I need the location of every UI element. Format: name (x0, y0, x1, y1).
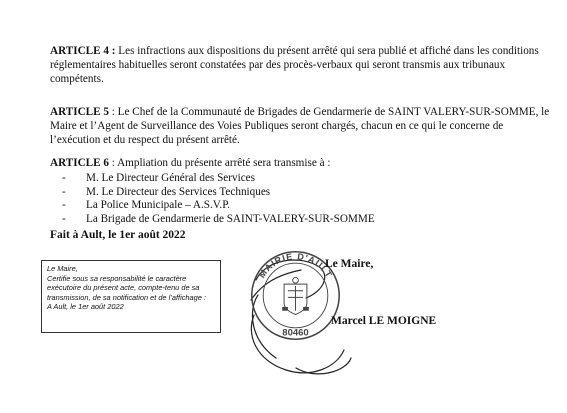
article-6 (50, 156, 550, 170)
article-4-text: Les infractions aux dispositions du présent arrêté qui sera publié et affiché dans les conditions réglementaires habituelles seront constatées par des procès-verbaux qui seront transmis aux tribunaux compétents. (50, 45, 539, 85)
certification-title: Le Maire, (47, 264, 78, 273)
signatory-name: Marcel LE MOIGNE (331, 315, 437, 327)
article-4-heading: ARTICLE 4 : (50, 45, 116, 57)
certification-box (41, 260, 221, 333)
list-item: - M. Le Directeur des Services Techniques (62, 185, 271, 198)
svg-text:MAIRIE D'AULT (257, 251, 335, 279)
list-item: - La Brigade de Gendarmerie de SAINT-VALERY-SUR-SOMME (62, 212, 375, 225)
article-5-heading: ARTICLE 5 (50, 106, 109, 118)
article-6-heading: ARTICLE 6 (50, 157, 109, 169)
list-item: - M. Le Directeur Général des Services (62, 172, 255, 184)
article-5 (50, 105, 550, 147)
article-6-text: : Ampliation du présente arrêté sera transmise à : (111, 157, 331, 169)
recipient-list (62, 172, 522, 226)
signatory-title: Le Maire, (325, 258, 374, 270)
signed-at: Fait à Ault, le 1er août 2022 (50, 229, 186, 241)
article-4 (50, 44, 550, 86)
list-item: - La Police Municipale – A.S.V.P. (62, 199, 230, 212)
stamp-postcode: 80460 (282, 327, 309, 339)
stamp-top-text: MAIRIE D'AULT (256, 251, 335, 280)
certification-text: Certifie sous sa responsabilité le caractère exécutoire du présent acte, compte-tenu de sa transmission, de sa notification et de l’affichage : (47, 273, 206, 302)
article-5-text: : Le Chef de la Communauté de Brigades de Gendarmerie de SAINT VALERY-SUR-SOMME, le Maire et l’Agent de Surveillance des Voies Publiques seront chargés, chacun en ce qui le concerne de l’exécution et du respect du présent arrêté. (50, 106, 550, 146)
certification-date: A Ault, le 1er août 2022 (47, 302, 124, 312)
